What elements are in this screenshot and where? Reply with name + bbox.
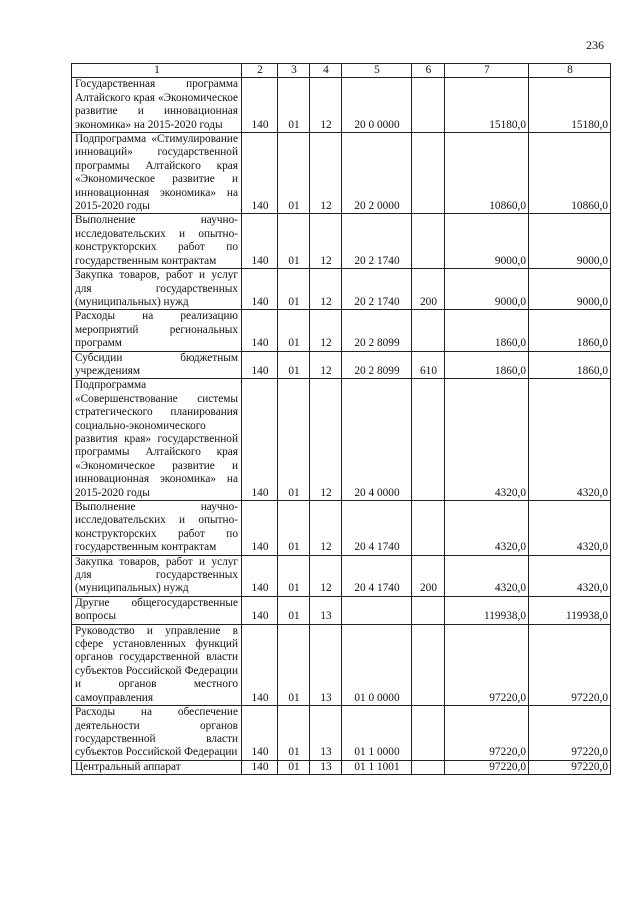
ministry-code: 140 [242, 133, 278, 214]
ministry-code: 140 [242, 269, 278, 310]
target-article-code: 20 4 1740 [342, 555, 412, 596]
amount-col7: 15180,0 [445, 78, 529, 133]
ministry-code: 140 [242, 555, 278, 596]
table-row [72, 78, 611, 133]
target-article-code: 20 4 1740 [342, 501, 412, 556]
target-article-code: 20 2 1740 [342, 214, 412, 269]
table-row [72, 501, 611, 556]
header-cell: 5 [342, 64, 412, 78]
row-name: Подпрограмма «Стимулирование инноваций» государственной программы Алтайского края «Экономическое развитие и инновационная экономика» на 2015-2020 годы [72, 133, 242, 214]
expense-type-code [412, 78, 445, 133]
target-article-code: 20 4 0000 [342, 379, 412, 501]
amount-col8: 1860,0 [529, 310, 611, 351]
subsection-code: 12 [310, 78, 342, 133]
section-code: 01 [278, 555, 310, 596]
amount-col8: 9000,0 [529, 269, 611, 310]
header-cell: 1 [72, 64, 242, 78]
expense-type-code [412, 501, 445, 556]
amount-col8: 1860,0 [529, 351, 611, 379]
target-article-code: 01 1 1001 [342, 760, 412, 774]
ministry-code: 140 [242, 706, 278, 761]
subsection-code: 13 [310, 624, 342, 705]
ministry-code: 140 [242, 624, 278, 705]
ministry-code: 140 [242, 596, 278, 624]
amount-col7: 4320,0 [445, 501, 529, 556]
target-article-code [342, 596, 412, 624]
subsection-code: 12 [310, 214, 342, 269]
amount-col7: 119938,0 [445, 596, 529, 624]
amount-col8: 4320,0 [529, 555, 611, 596]
budget-table [71, 63, 611, 775]
target-article-code: 20 2 0000 [342, 133, 412, 214]
section-code: 01 [278, 501, 310, 556]
amount-col7: 1860,0 [445, 351, 529, 379]
amount-col7: 4320,0 [445, 555, 529, 596]
subsection-code: 12 [310, 269, 342, 310]
section-code: 01 [278, 596, 310, 624]
target-article-code: 20 2 8099 [342, 310, 412, 351]
target-article-code: 01 0 0000 [342, 624, 412, 705]
table-row [72, 596, 611, 624]
section-code: 01 [278, 78, 310, 133]
subsection-code: 13 [310, 706, 342, 761]
subsection-code: 12 [310, 555, 342, 596]
expense-type-code [412, 706, 445, 761]
header-row [72, 64, 611, 78]
amount-col7: 97220,0 [445, 624, 529, 705]
table-row [72, 133, 611, 214]
page-number: 236 [586, 38, 604, 52]
expense-type-code [412, 379, 445, 501]
subsection-code: 12 [310, 133, 342, 214]
ministry-code: 140 [242, 310, 278, 351]
amount-col8: 119938,0 [529, 596, 611, 624]
amount-col8: 9000,0 [529, 214, 611, 269]
section-code: 01 [278, 624, 310, 705]
amount-col7: 1860,0 [445, 310, 529, 351]
section-code: 01 [278, 706, 310, 761]
target-article-code: 20 2 1740 [342, 269, 412, 310]
amount-col7: 10860,0 [445, 133, 529, 214]
ministry-code: 140 [242, 78, 278, 133]
header-cell: 2 [242, 64, 278, 78]
row-name: Другие общегосударственные вопросы [72, 596, 242, 624]
expense-type-code [412, 310, 445, 351]
table-row [72, 624, 611, 705]
section-code: 01 [278, 760, 310, 774]
amount-col7: 97220,0 [445, 760, 529, 774]
expense-type-code [412, 760, 445, 774]
ministry-code: 140 [242, 379, 278, 501]
ministry-code: 140 [242, 214, 278, 269]
ministry-code: 140 [242, 501, 278, 556]
amount-col8: 97220,0 [529, 760, 611, 774]
section-code: 01 [278, 310, 310, 351]
row-name: Субсидии бюджетным учреждениям [72, 351, 242, 379]
expense-type-code: 200 [412, 269, 445, 310]
ministry-code: 140 [242, 760, 278, 774]
header-cell: 8 [529, 64, 611, 78]
header-cell: 4 [310, 64, 342, 78]
row-name: Центральный аппарат [72, 760, 242, 774]
expense-type-code: 200 [412, 555, 445, 596]
table-row [72, 760, 611, 774]
section-code: 01 [278, 133, 310, 214]
table-row [72, 269, 611, 310]
subsection-code: 12 [310, 310, 342, 351]
section-code: 01 [278, 269, 310, 310]
subsection-code: 12 [310, 379, 342, 501]
table-row [72, 351, 611, 379]
row-name: Закупка товаров, работ и услуг для государственных (муниципальных) нужд [72, 269, 242, 310]
table-row [72, 555, 611, 596]
subsection-code: 13 [310, 596, 342, 624]
subsection-code: 12 [310, 351, 342, 379]
header-cell: 7 [445, 64, 529, 78]
expense-type-code [412, 133, 445, 214]
header-cell: 3 [278, 64, 310, 78]
row-name: Государственная программа Алтайского края «Экономическое развитие и инновационная экономика» на 2015-2020 годы [72, 78, 242, 133]
subsection-code: 13 [310, 760, 342, 774]
amount-col8: 4320,0 [529, 379, 611, 501]
row-name: Расходы на реализацию мероприятий региональных программ [72, 310, 242, 351]
header-cell: 6 [412, 64, 445, 78]
row-name: Выполнение научно-исследовательских и опытно-конструкторских работ по государственным контрактам [72, 214, 242, 269]
table-row [72, 214, 611, 269]
amount-col8: 15180,0 [529, 78, 611, 133]
amount-col8: 10860,0 [529, 133, 611, 214]
section-code: 01 [278, 379, 310, 501]
expense-type-code [412, 596, 445, 624]
target-article-code: 20 2 8099 [342, 351, 412, 379]
expense-type-code [412, 624, 445, 705]
table-row [72, 310, 611, 351]
row-name: Подпрограмма «Совершенствование системы стратегического планирования социально-экономического развития края» государственной программы Алтайского края «Экономическое развитие и инновационная экономика» на 2015-2020 годы [72, 379, 242, 501]
amount-col7: 9000,0 [445, 269, 529, 310]
expense-type-code: 610 [412, 351, 445, 379]
amount-col8: 97220,0 [529, 706, 611, 761]
amount-col7: 97220,0 [445, 706, 529, 761]
amount-col7: 9000,0 [445, 214, 529, 269]
table-row [72, 706, 611, 761]
target-article-code: 20 0 0000 [342, 78, 412, 133]
table-row [72, 379, 611, 501]
expense-type-code [412, 214, 445, 269]
amount-col8: 97220,0 [529, 624, 611, 705]
row-name: Руководство и управление в сфере установленных функций органов государственной власти субъектов Российской Федерации и органов местного самоуправления [72, 624, 242, 705]
row-name: Закупка товаров, работ и услуг для государственных (муниципальных) нужд [72, 555, 242, 596]
section-code: 01 [278, 214, 310, 269]
row-name: Выполнение научно-исследовательских и опытно-конструкторских работ по государственным контрактам [72, 501, 242, 556]
amount-col7: 4320,0 [445, 379, 529, 501]
row-name: Расходы на обеспечение деятельности органов государственной власти субъектов Российской Федерации [72, 706, 242, 761]
ministry-code: 140 [242, 351, 278, 379]
amount-col8: 4320,0 [529, 501, 611, 556]
target-article-code: 01 1 0000 [342, 706, 412, 761]
section-code: 01 [278, 351, 310, 379]
subsection-code: 12 [310, 501, 342, 556]
